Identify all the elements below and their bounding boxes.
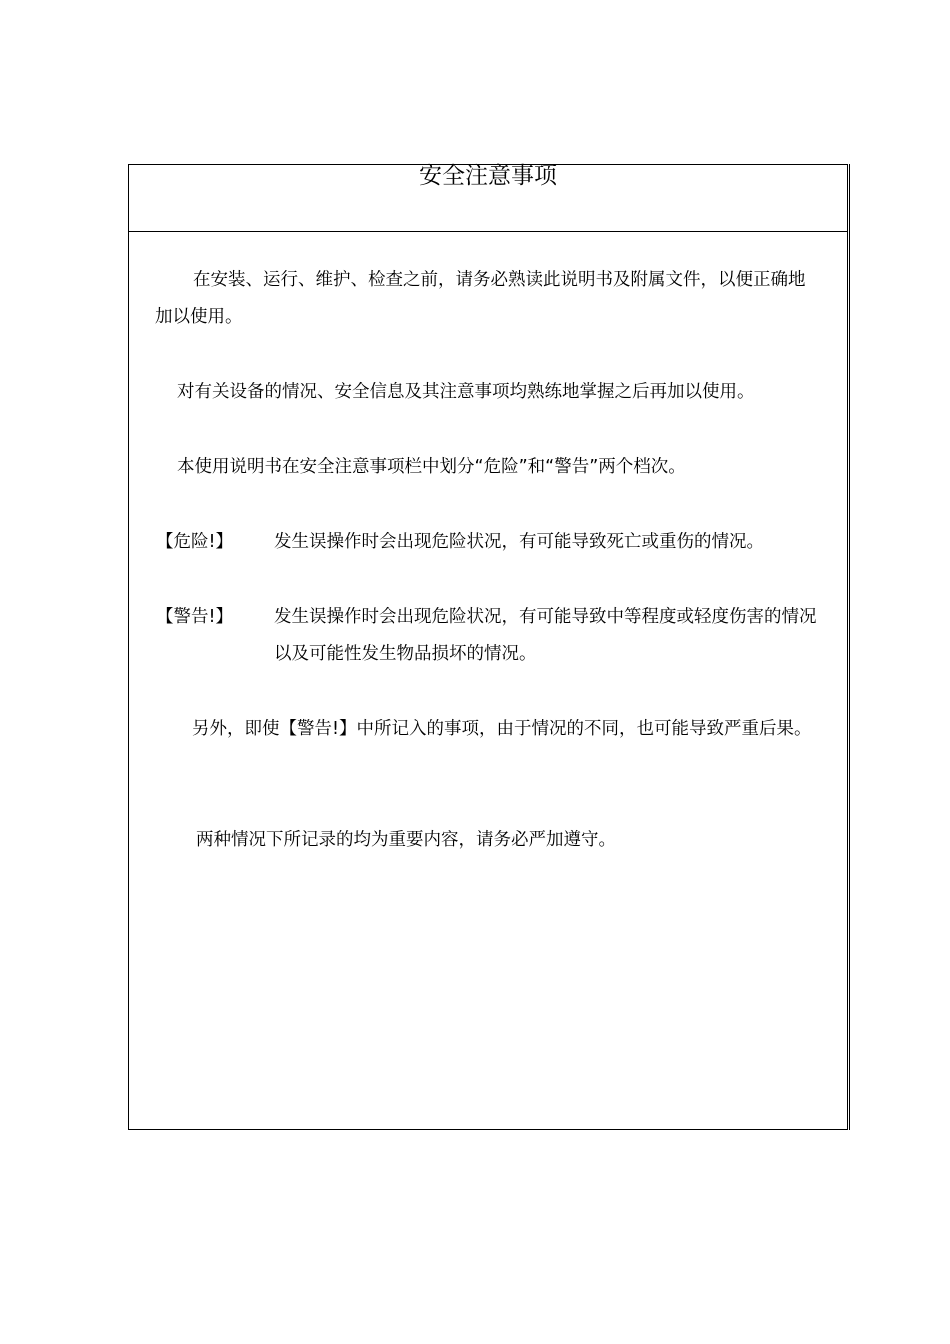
danger-tag: 【危险!】 bbox=[156, 532, 234, 552]
warning-description: 发生误操作时会出现危险状况，有可能导致中等程度或轻度伤害的情况以及可能性发生物品损坏的情况。 bbox=[274, 607, 817, 664]
master-paragraph: 对有关设备的情况、安全信息及其注意事项均熟练地掌握之后再加以使用。 bbox=[177, 382, 755, 402]
danger-description: 发生误操作时会出现危险状况，有可能导致死亡或重伤的情况。 bbox=[274, 532, 764, 552]
frame-right-double-border bbox=[847, 164, 850, 1130]
header-divider bbox=[128, 231, 848, 232]
warning-tag: 【警告!】 bbox=[156, 607, 234, 627]
other-paragraph: 另外，即使【警告!】中所记入的事项，由于情况的不同，也可能导致严重后果。 bbox=[192, 719, 812, 739]
closing-paragraph: 两种情况下所记录的均为重要内容，请务必严加遵守。 bbox=[196, 830, 616, 850]
levels-paragraph: 本使用说明书在安全注意事项栏中划分“危险”和“警告”两个档次。 bbox=[177, 457, 686, 477]
page-title: 安全注意事项 bbox=[419, 163, 557, 189]
intro-paragraph: 在安装、运行、维护、检查之前，请务必熟读此说明书及附属文件，以便正确地加以使用。 bbox=[155, 270, 806, 327]
